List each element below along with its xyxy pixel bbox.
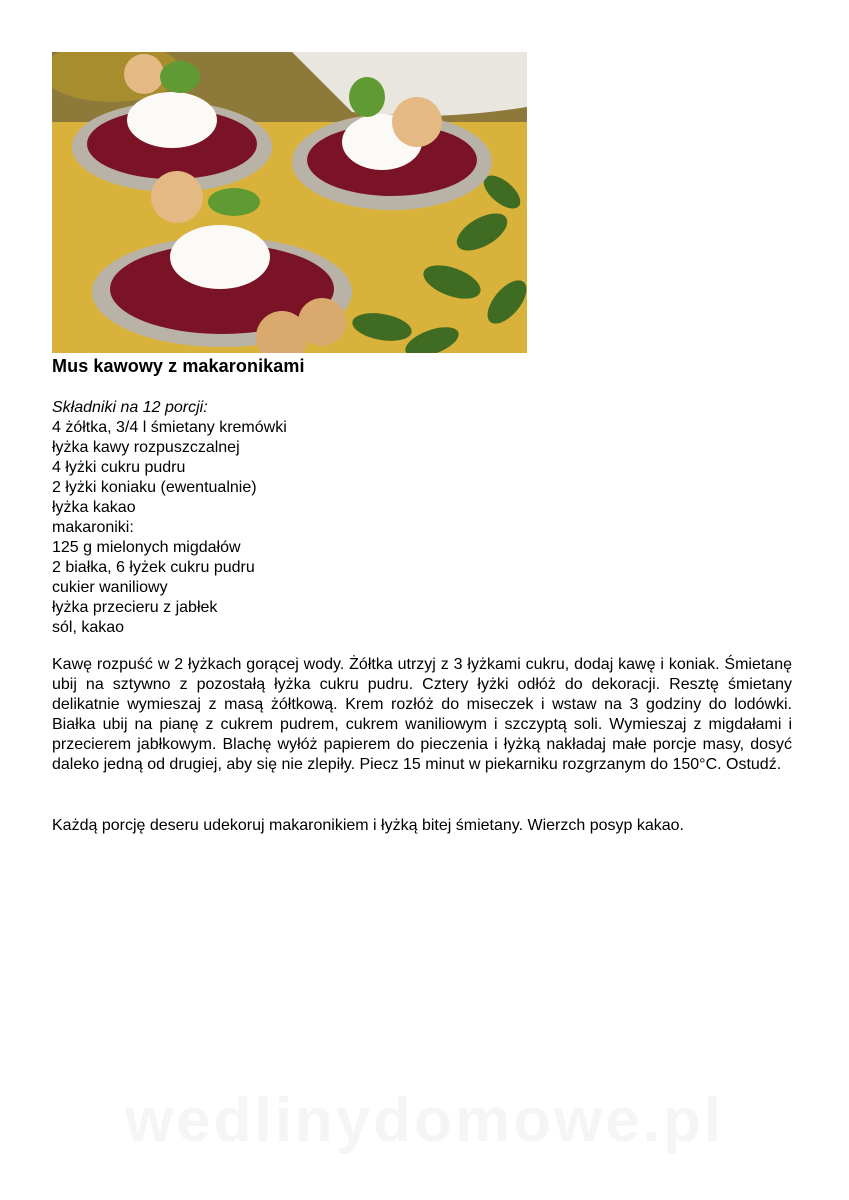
instructions-paragraph: Kawę rozpuść w 2 łyżkach gorącej wody. Żółtka utrzyj z 3 łyżkami cukru, dodaj kawę i koniak. Śmietanę ubij na sztywno z pozostałą łyżka cukru pudru. Cztery łyżki odłóż do dekoracji. Resztę śmietany delikatnie wymieszaj z masą żółtkową. Krem rozłóż do miseczek i wstaw na 3 godziny do lodówki. Białka ubij na pianę z cukrem pudrem, cukrem waniliowym i szczyptą soli. Wymieszaj z migdałami i przecierem jabłkowym. Blachę wyłóż papierem do pieczenia i łyżką nakładaj małe porcje masy, dosyć daleko jedną od drugiej, aby się nie zlepiły. Piecz 15 minut w piekarniku rozgrzanym do 150°C. Ostudź. [52, 656, 792, 773]
ingredient-item: łyżka kawy rozpuszczalnej [52, 439, 240, 456]
watermark: wedlinydomowe.pl [124, 1086, 725, 1155]
ingredient-item: 4 łyżki cukru pudru [52, 459, 186, 476]
ingredient-item: sól, kakao [52, 619, 125, 636]
dessert-illustration [52, 52, 527, 353]
ingredients-list [52, 398, 287, 638]
ingredient-item: 125 g mielonych migdałów [52, 539, 241, 556]
ingredient-item: łyżka kakao [52, 499, 136, 516]
ingredient-item: cukier waniliowy [52, 579, 168, 596]
ingredient-item: 4 żółtka, 3/4 l śmietany kremówki [52, 419, 287, 436]
recipe-title: Mus kawowy z makaronikami [52, 356, 305, 376]
dessert-photo [52, 52, 527, 353]
ingredient-item: 2 łyżki koniaku (ewentualnie) [52, 479, 257, 496]
serving-paragraph: Każdą porcję deseru udekoruj makaronikiem i łyżką bitej śmietany. Wierzch posyp kakao. [52, 817, 684, 834]
ingredient-item: 2 białka, 6 łyżek cukru pudru [52, 559, 255, 576]
ingredient-item: łyżka przecieru z jabłek [52, 599, 218, 616]
ingredient-subheading: makaroniki: [52, 519, 134, 536]
ingredients-heading: Składniki na 12 porcji: [52, 399, 208, 416]
